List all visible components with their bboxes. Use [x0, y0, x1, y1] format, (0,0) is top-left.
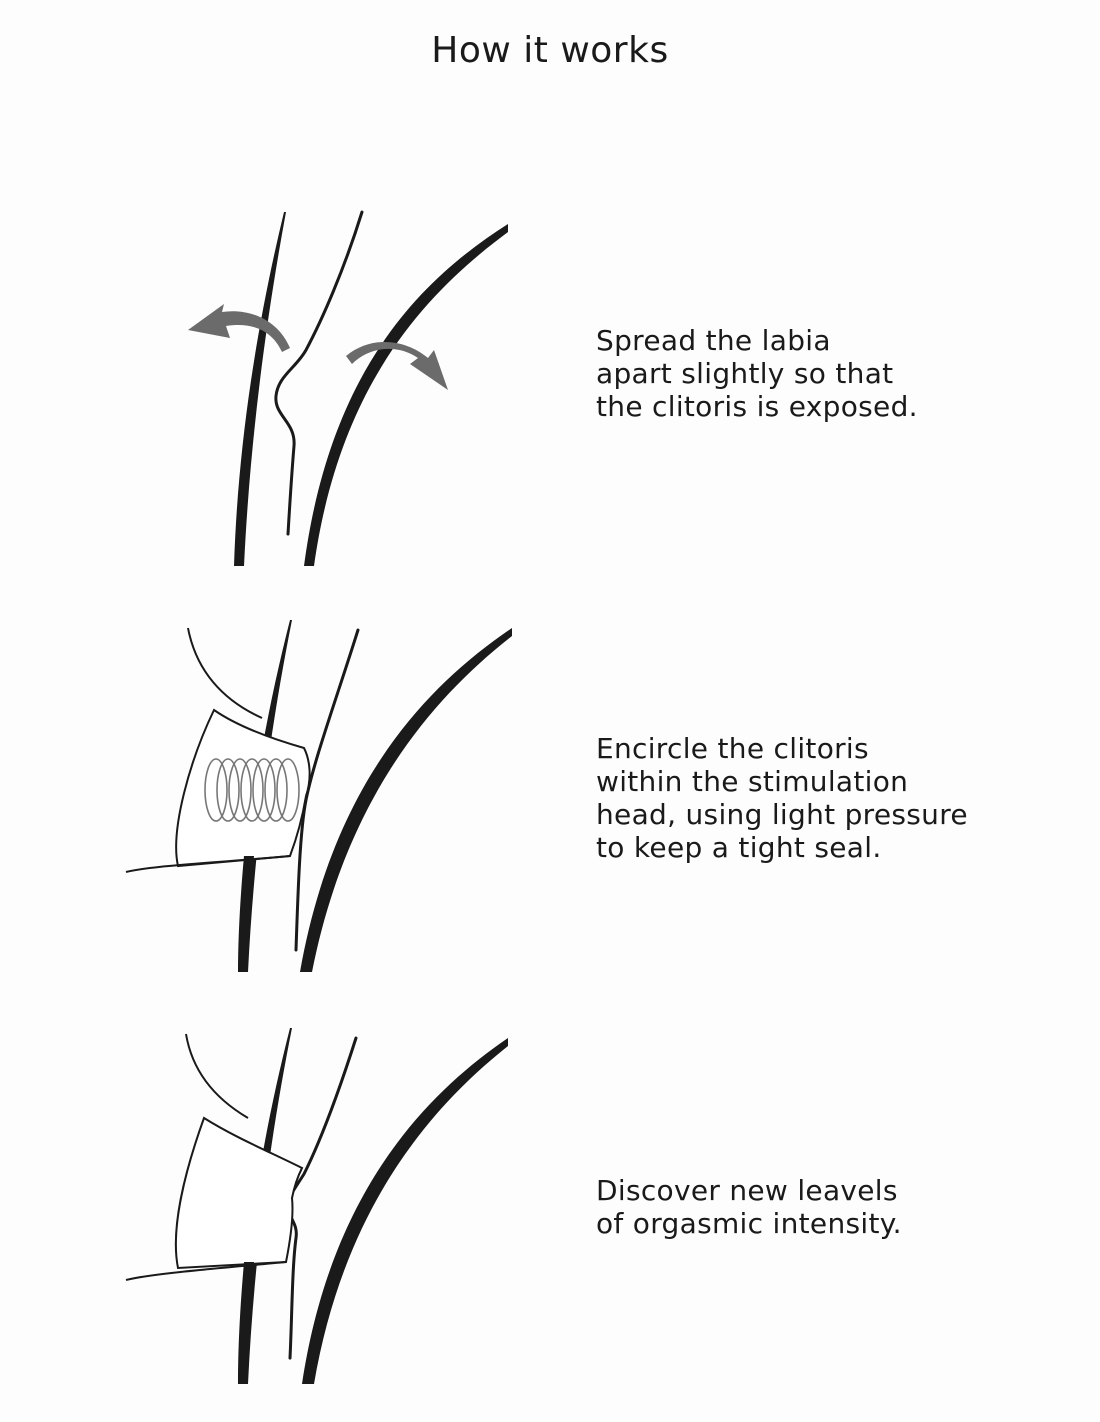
step-2	[0, 610, 1100, 990]
step-2-line-2: within the stimulation	[596, 765, 909, 798]
step-2-caption	[596, 732, 1056, 864]
step-1-line-2: apart slightly so that	[596, 357, 894, 390]
clitoris-outline	[276, 212, 362, 534]
step-3	[0, 1018, 1100, 1398]
step-3-illustration	[0, 1018, 560, 1398]
stimulation-head	[176, 710, 309, 866]
device-outer-curve	[186, 1034, 248, 1118]
right-labia-line	[304, 224, 508, 566]
step-1-line-1: Spread the labia	[596, 324, 831, 357]
step-1	[0, 200, 1100, 580]
spread-arrow-left-icon	[188, 304, 290, 352]
step-2-line-4: to keep a tight seal.	[596, 831, 882, 864]
step-3-line-2: of orgasmic intensity.	[596, 1207, 902, 1240]
step-3-line-1: Discover new leavels	[596, 1174, 898, 1207]
step-1-illustration	[0, 200, 560, 580]
step-1-line-3: the clitoris is exposed.	[596, 390, 918, 423]
step-2-line-1: Encircle the clitoris	[596, 732, 869, 765]
page-title: How it works	[431, 30, 669, 71]
step-2-line-3: head, using light pressure	[596, 798, 968, 831]
step-3-caption	[596, 1174, 1056, 1240]
step-2-illustration	[0, 610, 560, 990]
stimulation-head	[176, 1118, 302, 1268]
right-labia-line	[300, 628, 512, 972]
device-outer-curve	[188, 628, 262, 718]
right-labia-line	[302, 1038, 508, 1384]
step-1-caption	[596, 324, 1056, 423]
